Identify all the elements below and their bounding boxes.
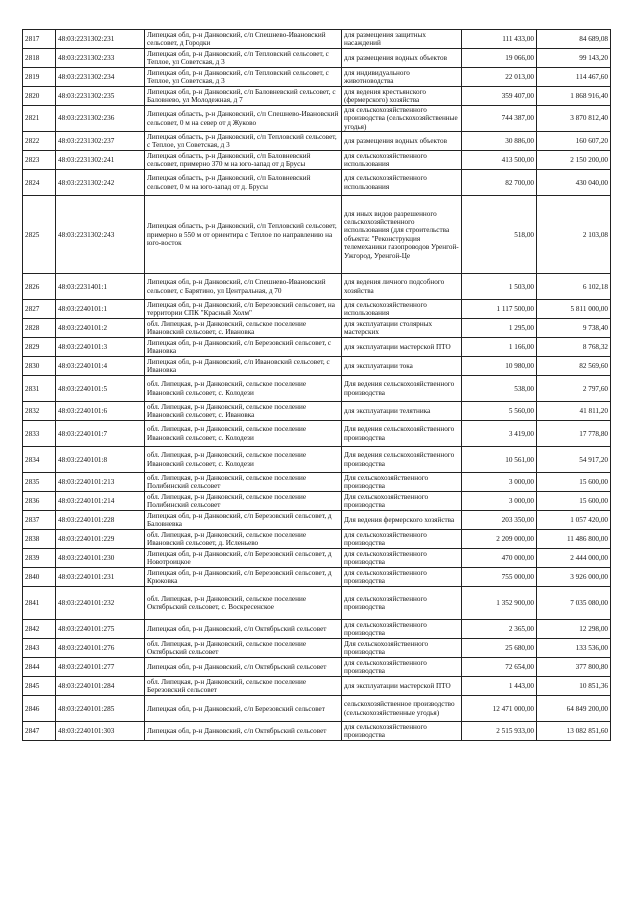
cadastral-number-cell: 48:03:2240101:213 (56, 473, 145, 492)
area-cell: 1 352 900,00 (462, 587, 537, 620)
cadastral-value-cell: 11 486 800,00 (537, 530, 611, 549)
row-number-cell: 2829 (23, 338, 56, 357)
row-number-cell: 2818 (23, 49, 56, 68)
cadastral-value-cell: 133 536,00 (537, 639, 611, 658)
table-row (23, 170, 611, 196)
permitted-use-cell: для сельскохозяйственного использования (342, 300, 462, 319)
row-number-cell: 2828 (23, 319, 56, 338)
permitted-use-cell: для сельскохозяйственного производства (342, 587, 462, 620)
permitted-use-cell: для сельскохозяйственного производства (342, 549, 462, 568)
row-number-cell: 2824 (23, 170, 56, 196)
address-cell: Липецкая обл, р-н Данковский, с/п Спешнево-Ивановский сельсовет, с Барятино, ул Центральная, д 70 (145, 274, 342, 300)
permitted-use-cell: для ведения крестьянского (фермерского) хозяйства (342, 87, 462, 106)
permitted-use-cell: для сельскохозяйственного производства (342, 658, 462, 677)
row-number-cell: 2825 (23, 196, 56, 274)
row-number-cell: 2843 (23, 639, 56, 658)
address-cell: Липецкая обл, р-н Данковский, с/п Октябрьский сельсовет (145, 722, 342, 741)
row-number-cell: 2820 (23, 87, 56, 106)
cadastral-value-cell: 2 797,60 (537, 376, 611, 402)
cadastral-value-cell: 82 569,60 (537, 357, 611, 376)
row-number-cell: 2847 (23, 722, 56, 741)
area-cell: 3 419,00 (462, 421, 537, 447)
cadastral-number-cell: 48:03:2231302:234 (56, 68, 145, 87)
address-cell: обл. Липецкая, р-н Данковский, сельское поселение Ивановский сельсовет, с. Ивановка (145, 402, 342, 421)
area-cell: 538,00 (462, 376, 537, 402)
row-number-cell: 2844 (23, 658, 56, 677)
table-row (23, 696, 611, 722)
table-row (23, 196, 611, 274)
row-number-cell: 2838 (23, 530, 56, 549)
cadastral-number-cell: 48:03:2240101:231 (56, 568, 145, 587)
row-number-cell: 2823 (23, 151, 56, 170)
table-row (23, 87, 611, 106)
permitted-use-cell: для сельскохозяйственного производства (342, 530, 462, 549)
area-cell: 10 561,00 (462, 447, 537, 473)
cadastral-number-cell: 48:03:2240101:284 (56, 677, 145, 696)
cadastral-value-cell: 13 082 851,60 (537, 722, 611, 741)
table-row (23, 319, 611, 338)
permitted-use-cell: для сельскохозяйственного производства (сельскохозяйственные угодья) (342, 106, 462, 132)
document-page (22, 29, 610, 741)
area-cell: 25 680,00 (462, 639, 537, 658)
cadastral-value-cell: 1 868 916,40 (537, 87, 611, 106)
area-cell: 111 433,00 (462, 30, 537, 49)
address-cell: Липецкая обл, р-н Данковский, с/п Ивановский сельсовет, с Ивановка (145, 357, 342, 376)
cadastral-value-cell: 3 926 000,00 (537, 568, 611, 587)
cadastral-number-cell: 48:03:2231302:236 (56, 106, 145, 132)
cadastral-number-cell: 48:03:2240101:7 (56, 421, 145, 447)
table-row (23, 530, 611, 549)
address-cell: обл. Липецкая, р-н Данковский, сельское поселение Полибинский сельсовет (145, 473, 342, 492)
cadastral-value-cell: 6 102,18 (537, 274, 611, 300)
table-row (23, 68, 611, 87)
cadastral-number-cell: 48:03:2240101:2 (56, 319, 145, 338)
cadastral-number-cell: 48:03:2240101:3 (56, 338, 145, 357)
area-cell: 10 980,00 (462, 357, 537, 376)
area-cell: 22 013,00 (462, 68, 537, 87)
cadastral-value-cell: 2 103,08 (537, 196, 611, 274)
table-row (23, 49, 611, 68)
address-cell: Липецкая обл, р-н Данковский, с/п Спешнево-Ивановский сельсовет, д Городки (145, 30, 342, 49)
cadastral-value-cell: 377 800,80 (537, 658, 611, 677)
row-number-cell: 2836 (23, 492, 56, 511)
cadastral-number-cell: 48:03:2231302:233 (56, 49, 145, 68)
address-cell: Липецкая обл, р-н Данковский, с/п Баловневский сельсовет, с Баловнево, ул Молодежная, д 7 (145, 87, 342, 106)
address-cell: обл. Липецкая, р-н Данковский, сельское поселение Полибинский сельсовет (145, 492, 342, 511)
cadastral-value-cell: 15 600,00 (537, 473, 611, 492)
row-number-cell: 2831 (23, 376, 56, 402)
permitted-use-cell: для сельскохозяйственного использования (342, 151, 462, 170)
address-cell: Липецкая обл, р-н Данковский, с/п Тепловский сельсовет, с Теплое, ул Советская, д 3 (145, 68, 342, 87)
address-cell: Липецкая обл, р-н Данковский, с/п Березовский сельсовет (145, 696, 342, 722)
permitted-use-cell: для индивидуального животноводства (342, 68, 462, 87)
permitted-use-cell: Для сельскохозяйственного производства (342, 639, 462, 658)
permitted-use-cell: для сельскохозяйственного производства (342, 568, 462, 587)
area-cell: 2 365,00 (462, 620, 537, 639)
permitted-use-cell: Для ведения сельскохозяйственного производства (342, 376, 462, 402)
row-number-cell: 2837 (23, 511, 56, 530)
permitted-use-cell: для размещения водных объектов (342, 132, 462, 151)
cadastral-number-cell: 48:03:2240101:1 (56, 300, 145, 319)
area-cell: 744 387,00 (462, 106, 537, 132)
table-row (23, 677, 611, 696)
area-cell: 1 503,00 (462, 274, 537, 300)
cadastral-value-cell: 430 040,00 (537, 170, 611, 196)
cadastral-value-cell: 9 738,40 (537, 319, 611, 338)
table-row (23, 132, 611, 151)
cadastral-number-cell: 48:03:2240101:303 (56, 722, 145, 741)
row-number-cell: 2817 (23, 30, 56, 49)
table-row (23, 658, 611, 677)
area-cell: 72 654,00 (462, 658, 537, 677)
area-cell: 2 209 000,00 (462, 530, 537, 549)
row-number-cell: 2835 (23, 473, 56, 492)
cadastral-number-cell: 48:03:2240101:276 (56, 639, 145, 658)
table-row (23, 106, 611, 132)
table-row (23, 30, 611, 49)
cadastral-value-cell: 160 607,20 (537, 132, 611, 151)
address-cell: Липецкая область, р-н Данковский, с/п Тепловский сельсовет, примерно в 550 м от ориентира с Теплое по направлению на юго-восток (145, 196, 342, 274)
address-cell: обл. Липецкая, р-н Данковский, сельское поселение Ивановский сельсовет, с. Колодези (145, 447, 342, 473)
table-row (23, 549, 611, 568)
address-cell: Липецкая область, р-н Данковский, с/п Баловневский сельсовет, 0 м на юго-запад от д. Брусы (145, 170, 342, 196)
address-cell: Липецкая область, р-н Данковский, с/п Тепловский сельсовет, с Теплое, ул Советская, д 3 (145, 132, 342, 151)
permitted-use-cell: для размещения защитных насаждений (342, 30, 462, 49)
table-row (23, 473, 611, 492)
cadastral-value-cell: 99 143,20 (537, 49, 611, 68)
row-number-cell: 2821 (23, 106, 56, 132)
area-cell: 1 166,00 (462, 338, 537, 357)
cadastral-number-cell: 48:03:2240101:228 (56, 511, 145, 530)
cadastral-value-cell: 2 444 000,00 (537, 549, 611, 568)
cadastral-value-cell: 17 778,80 (537, 421, 611, 447)
cadastral-number-cell: 48:03:2240101:6 (56, 402, 145, 421)
row-number-cell: 2819 (23, 68, 56, 87)
cadastral-value-cell: 10 851,36 (537, 677, 611, 696)
permitted-use-cell: Для ведения фермерского хозяйства (342, 511, 462, 530)
permitted-use-cell: для эксплуатации столярных мастерских (342, 319, 462, 338)
cadastral-number-cell: 48:03:2240101:285 (56, 696, 145, 722)
area-cell: 3 000,00 (462, 473, 537, 492)
permitted-use-cell: для эксплуатации мастерской ПТО (342, 677, 462, 696)
permitted-use-cell: для эксплуатации мастерской ПТО (342, 338, 462, 357)
row-number-cell: 2827 (23, 300, 56, 319)
address-cell: обл. Липецкая, р-н Данковский, сельское поселение Березовский сельсовет (145, 677, 342, 696)
area-cell: 30 886,00 (462, 132, 537, 151)
table-row (23, 639, 611, 658)
area-cell: 470 000,00 (462, 549, 537, 568)
area-cell: 1 117 500,00 (462, 300, 537, 319)
row-number-cell: 2832 (23, 402, 56, 421)
cadastral-number-cell: 48:03:2240101:232 (56, 587, 145, 620)
cadastral-number-cell: 48:03:2240101:5 (56, 376, 145, 402)
row-number-cell: 2822 (23, 132, 56, 151)
table-row (23, 620, 611, 639)
address-cell: обл. Липецкая, р-н Данковский, сельское поселение Октябрьский сельсовет, с. Воскресенское (145, 587, 342, 620)
cadastral-number-cell: 48:03:2240101:214 (56, 492, 145, 511)
area-cell: 19 066,00 (462, 49, 537, 68)
cadastral-value-cell: 114 467,60 (537, 68, 611, 87)
table-row (23, 722, 611, 741)
table-row (23, 274, 611, 300)
cadastral-value-cell: 3 870 812,40 (537, 106, 611, 132)
table-row (23, 300, 611, 319)
row-number-cell: 2842 (23, 620, 56, 639)
table-row (23, 357, 611, 376)
cadastral-number-cell: 48:03:2231302:231 (56, 30, 145, 49)
address-cell: обл. Липецкая, р-н Данковский, сельское поселение Ивановский сельсовет, с. Колодези (145, 421, 342, 447)
area-cell: 1 295,00 (462, 319, 537, 338)
cadastral-number-cell: 48:03:2231302:237 (56, 132, 145, 151)
address-cell: обл. Липецкая, р-н Данковский, сельское поселение Октябрьский сельсовет (145, 639, 342, 658)
row-number-cell: 2841 (23, 587, 56, 620)
cadastral-value-cell: 41 811,20 (537, 402, 611, 421)
cadastral-number-cell: 48:03:2240101:275 (56, 620, 145, 639)
cadastral-value-cell: 54 917,20 (537, 447, 611, 473)
cadastral-number-cell: 48:03:2231302:242 (56, 170, 145, 196)
cadastral-value-cell: 2 150 200,00 (537, 151, 611, 170)
cadastral-value-cell: 7 035 080,00 (537, 587, 611, 620)
cadastral-number-cell: 48:03:2231401:1 (56, 274, 145, 300)
address-cell: Липецкая обл, р-н Данковский, с/п Березовский сельсовет, д Новотроицкое (145, 549, 342, 568)
permitted-use-cell: для эксплуатации тока (342, 357, 462, 376)
area-cell: 3 000,00 (462, 492, 537, 511)
permitted-use-cell: Для сельскохозяйственного производства (342, 473, 462, 492)
area-cell: 755 000,00 (462, 568, 537, 587)
area-cell: 82 700,00 (462, 170, 537, 196)
address-cell: Липецкая обл, р-н Данковский, с/п Тепловский сельсовет, с Теплое, ул Советская, д 3 (145, 49, 342, 68)
permitted-use-cell: Для ведения сельскохозяйственного производства (342, 421, 462, 447)
area-cell: 359 407,00 (462, 87, 537, 106)
address-cell: обл. Липецкая, р-н Данковский, сельское поселение Ивановский сельсовет, д. Исленьево (145, 530, 342, 549)
cadastral-number-cell: 48:03:2231302:243 (56, 196, 145, 274)
row-number-cell: 2833 (23, 421, 56, 447)
address-cell: обл. Липецкая, р-н Данковский, сельское поселение Ивановский сельсовет, с. Колодези (145, 376, 342, 402)
cadastral-number-cell: 48:03:2240101:8 (56, 447, 145, 473)
address-cell: Липецкая обл, р-н Данковский, с/п Березовский сельсовет, д Крюковка (145, 568, 342, 587)
table-row (23, 402, 611, 421)
address-cell: Липецкая область, р-н Данковский, с/п Баловневский сельсовет, примерно 370 м на юго-запад от д Брусы (145, 151, 342, 170)
cadastral-value-cell: 1 057 420,00 (537, 511, 611, 530)
permitted-use-cell: Для сельскохозяйственного производства (342, 492, 462, 511)
row-number-cell: 2834 (23, 447, 56, 473)
table-row (23, 338, 611, 357)
row-number-cell: 2830 (23, 357, 56, 376)
row-number-cell: 2839 (23, 549, 56, 568)
table-row (23, 151, 611, 170)
area-cell: 1 443,00 (462, 677, 537, 696)
cadastral-number-cell: 48:03:2231302:235 (56, 87, 145, 106)
cadastral-number-cell: 48:03:2240101:230 (56, 549, 145, 568)
table-row (23, 568, 611, 587)
row-number-cell: 2840 (23, 568, 56, 587)
address-cell: Липецкая обл, р-н Данковский, с/п Октябрьский сельсовет (145, 658, 342, 677)
address-cell: Липецкая обл, р-н Данковский, с/п Березовский сельсовет, с Ивановка (145, 338, 342, 357)
area-cell: 2 515 933,00 (462, 722, 537, 741)
table-row (23, 587, 611, 620)
permitted-use-cell: Для ведения сельскохозяйственного производства (342, 447, 462, 473)
permitted-use-cell: для сельскохозяйственного производства (342, 722, 462, 741)
row-number-cell: 2845 (23, 677, 56, 696)
cadastral-number-cell: 48:03:2231302:241 (56, 151, 145, 170)
row-number-cell: 2846 (23, 696, 56, 722)
address-cell: Липецкая обл, р-н Данковский, с/п Березовский сельсовет, д Баловневка (145, 511, 342, 530)
cadastral-value-cell: 12 298,00 (537, 620, 611, 639)
table-row (23, 492, 611, 511)
permitted-use-cell: для размещения водных объектов (342, 49, 462, 68)
cadastral-number-cell: 48:03:2240101:277 (56, 658, 145, 677)
table-row (23, 376, 611, 402)
address-cell: Липецкая обл, р-н Данковский, с/п Октябрьский сельсовет (145, 620, 342, 639)
area-cell: 12 471 000,00 (462, 696, 537, 722)
permitted-use-cell: для эксплуатации телятника (342, 402, 462, 421)
address-cell: Липецкая область, р-н Данковский, с/п Спешнево-Ивановский сельсовет, 0 м на север от д Жуково (145, 106, 342, 132)
cadastral-value-cell: 5 811 000,00 (537, 300, 611, 319)
cadastral-number-cell: 48:03:2240101:4 (56, 357, 145, 376)
area-cell: 518,00 (462, 196, 537, 274)
address-cell: Липецкая обл, р-н Данковский, с/п Березовский сельсовет, на территории СПК "Красный Холм" (145, 300, 342, 319)
cadastral-number-cell: 48:03:2240101:229 (56, 530, 145, 549)
area-cell: 5 560,00 (462, 402, 537, 421)
cadastral-value-cell: 8 768,32 (537, 338, 611, 357)
area-cell: 203 350,00 (462, 511, 537, 530)
cadastral-value-cell: 15 600,00 (537, 492, 611, 511)
table-row (23, 511, 611, 530)
address-cell: обл. Липецкая, р-н Данковский, сельское поселение Ивановский сельсовет, с. Ивановка (145, 319, 342, 338)
row-number-cell: 2826 (23, 274, 56, 300)
permitted-use-cell: для сельскохозяйственного использования (342, 170, 462, 196)
cadastral-value-cell: 84 689,08 (537, 30, 611, 49)
permitted-use-cell: сельскохозяйственное производство (сельскохозяйственные угодья) (342, 696, 462, 722)
land-plots-table (22, 29, 611, 741)
permitted-use-cell: для иных видов разрешенного сельскохозяйственного использования (для строительства объекта: "Реконструкция телемеханики газопроводов Уренгой-Ужгород, Уренгой-Це (342, 196, 462, 274)
table-row (23, 447, 611, 473)
cadastral-value-cell: 64 849 200,00 (537, 696, 611, 722)
permitted-use-cell: для сельскохозяйственного производства (342, 620, 462, 639)
area-cell: 413 500,00 (462, 151, 537, 170)
permitted-use-cell: для ведения личного подсобного хозяйства (342, 274, 462, 300)
table-row (23, 421, 611, 447)
